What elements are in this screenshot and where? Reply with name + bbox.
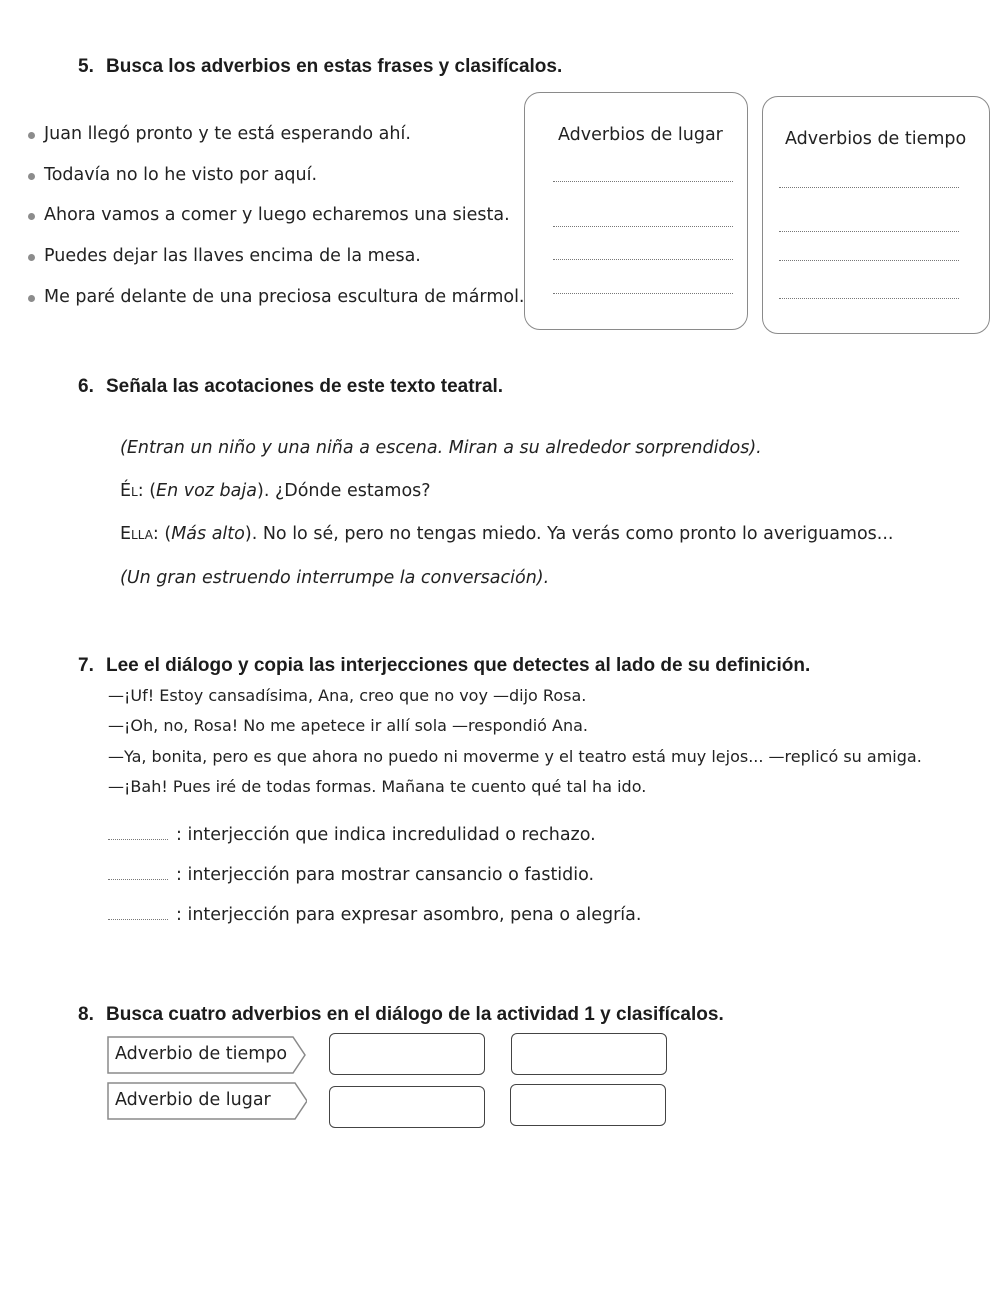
interjection-answer-blank[interactable]: [108, 866, 168, 880]
speaker-ella: Ella:: [120, 524, 159, 544]
bullet-icon: [28, 173, 35, 180]
exercise-5-title: Busca los adverbios en estas frases y clasifícalos.: [106, 56, 563, 77]
bullet-icon: [28, 295, 35, 302]
answer-line[interactable]: [779, 260, 959, 261]
bullet-icon: [28, 254, 35, 261]
time-adverbs-box: [762, 96, 990, 334]
dialog-line: —Ya, bonita, pero es que ahora no puedo ni moverme y el teatro está muy lejos... —replicó su amiga.: [108, 747, 922, 766]
exercise-6-number: 6.: [78, 376, 94, 397]
time-answer-box-1[interactable]: [329, 1033, 485, 1075]
label-place-adverb: [107, 1082, 305, 1120]
exercise-8-title: Busca cuatro adverbios en el diálogo de la actividad 1 y clasifícalos.: [106, 1004, 724, 1025]
label-time-text: Adverbio de tiempo: [115, 1044, 288, 1064]
dialogue-line-ella: Ella: (Más alto). No lo sé, pero no tengas miedo. Ya verás como pronto lo averiguamos...: [120, 524, 894, 544]
answer-line[interactable]: [553, 181, 733, 182]
definition-text: : interjección para mostrar cansancio o fastidio.: [176, 865, 595, 885]
dialog-line: —¡Oh, no, Rosa! No me apetece ir allí sola —respondió Ana.: [108, 716, 588, 735]
interjection-answer-blank[interactable]: [108, 826, 168, 840]
dialog-line: —¡Uf! Estoy cansadísima, Ana, creo que no voy —dijo Rosa.: [108, 686, 587, 705]
definition-row: [108, 905, 641, 925]
definition-text: : interjección que indica incredulidad o rechazo.: [176, 825, 596, 845]
stage-direction-4[interactable]: (Un gran estruendo interrumpe la conversación).: [120, 568, 550, 588]
bullet-icon: [28, 213, 35, 220]
exercise-5-heading: [78, 56, 562, 78]
place-adverbs-box: [524, 92, 748, 330]
stage-direction-3[interactable]: Más alto: [171, 524, 245, 544]
exercise-7-number: 7.: [78, 655, 94, 676]
speaker-el: Él:: [120, 481, 144, 501]
exercise-5-number: 5.: [78, 56, 94, 77]
exercise-7-title: Lee el diálogo y copia las interjecciones que detectes al lado de su definición.: [106, 655, 811, 676]
stage-direction-1[interactable]: (Entran un niño y una niña a escena. Miran a su alrededor sorprendidos).: [120, 438, 762, 458]
sentence-item: Juan llegó pronto y te está esperando ahí.: [44, 124, 411, 144]
place-answer-box-2[interactable]: [510, 1084, 666, 1126]
answer-line[interactable]: [553, 259, 733, 260]
dialogue-line-el: Él: (En voz baja). ¿Dónde estamos?: [120, 481, 431, 501]
exercise-7-heading: [78, 655, 810, 677]
answer-line[interactable]: [779, 298, 959, 299]
definition-row: [108, 825, 596, 845]
definition-text: : interjección para expresar asombro, pena o alegría.: [176, 905, 642, 925]
sentence-item: Todavía no lo he visto por aquí.: [44, 165, 318, 185]
exercise-6-heading: [78, 376, 503, 398]
answer-line[interactable]: [553, 226, 733, 227]
answer-line[interactable]: [553, 293, 733, 294]
definition-row: [108, 865, 594, 885]
bullet-icon: [28, 132, 35, 139]
stage-direction-2[interactable]: En voz baja: [156, 481, 257, 501]
sentence-item: Puedes dejar las llaves encima de la mesa.: [44, 246, 421, 266]
exercise-6-title: Señala las acotaciones de este texto teatral.: [106, 376, 504, 397]
answer-line[interactable]: [779, 231, 959, 232]
label-place-text: Adverbio de lugar: [115, 1090, 271, 1110]
place-answer-box-1[interactable]: [329, 1086, 485, 1128]
sentence-item: Me paré delante de una preciosa escultura de mármol.: [44, 287, 525, 307]
time-answer-box-2[interactable]: [511, 1033, 667, 1075]
exercise-8-number: 8.: [78, 1004, 94, 1025]
label-time-adverb: [107, 1036, 305, 1074]
interjection-answer-blank[interactable]: [108, 906, 168, 920]
sentence-item: Ahora vamos a comer y luego echaremos una siesta.: [44, 205, 510, 225]
answer-line[interactable]: [779, 187, 959, 188]
dialog-line: —¡Bah! Pues iré de todas formas. Mañana te cuento qué tal ha ido.: [108, 777, 647, 796]
place-adverbs-title: Adverbios de lugar: [558, 125, 723, 145]
time-adverbs-title: Adverbios de tiempo: [785, 129, 967, 149]
exercise-8-heading: [78, 1004, 724, 1026]
